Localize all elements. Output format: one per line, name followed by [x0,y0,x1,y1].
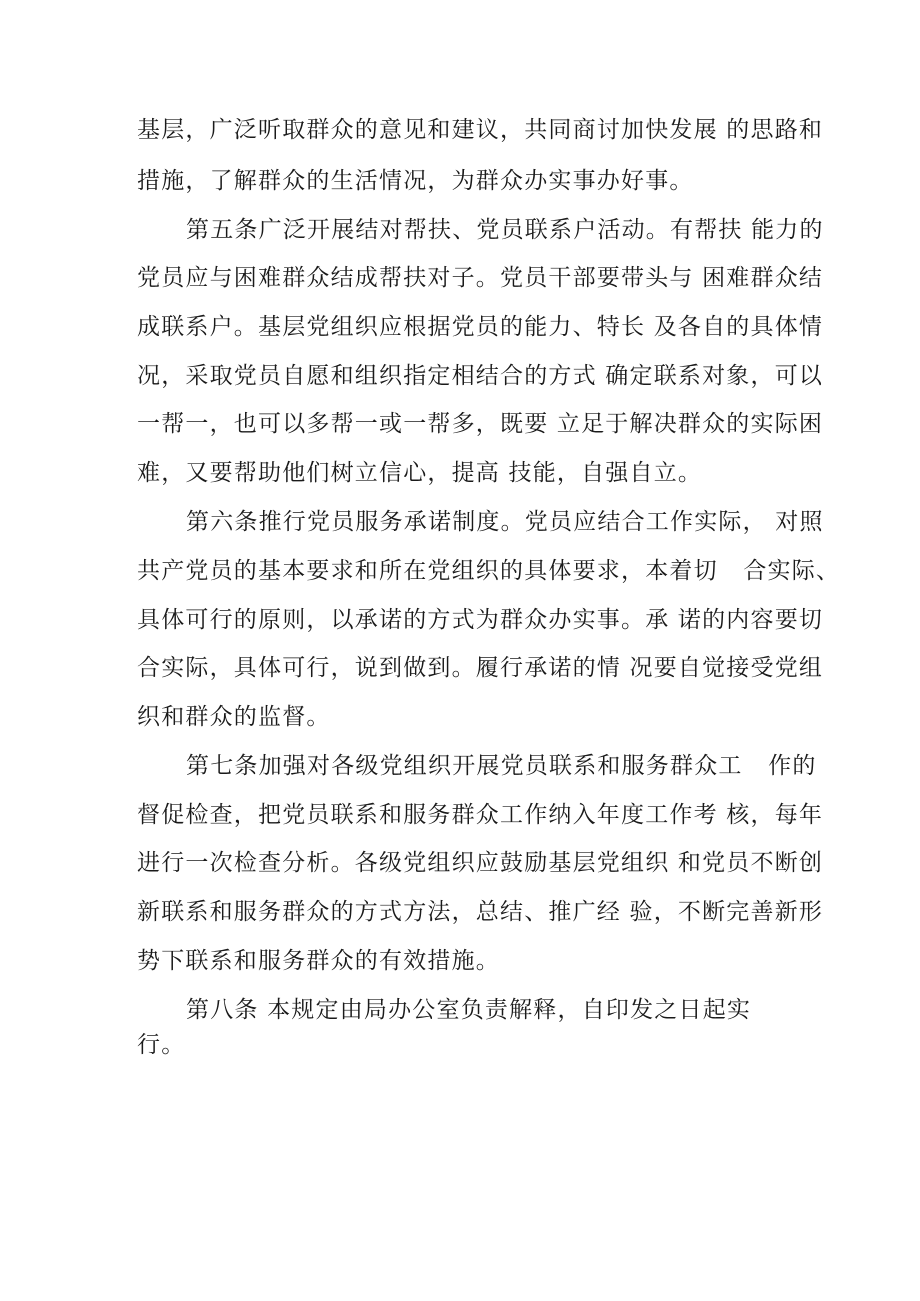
article-7-line: 进行一次检查分析。各级党组织应鼓励基层党组织 和党员不断创 [137,850,824,876]
article-8-line: 第八条 本规定由局办公室负责解释，自印发之日起实 [186,997,752,1023]
article-7-line: 第七条加强对各级党组织开展党员联系和服务群众工 作的 [186,753,817,779]
article-6-line: 共产党员的基本要求和所在党组织的具体要求，本着切 合实际、 [137,558,841,584]
article-6-line: 织和群众的监督。 [137,704,331,730]
article-5-line: 成联系户。基层党组织应根据党员的能力、特长 及各自的具体情 [137,314,824,340]
article-5-line: 一帮一，也可以多帮一或一帮多，既要 立足于解决群众的实际困 [137,411,824,437]
paragraph-line: 基层，广泛听取群众的意见和建议，共同商讨加快发展 的思路和 [137,117,824,143]
article-5-line: 党员应与困难群众结成帮扶对子。党员干部要带头与 困难群众结 [137,265,824,291]
article-8-line: 行。 [137,1032,186,1058]
article-7-line: 督促检查，把党员联系和服务群众工作纳入年度工作考 核，每年 [137,802,824,828]
article-6-line: 第六条推行党员服务承诺制度。党员应结合工作实际， 对照 [186,509,824,535]
article-6-line: 合实际，具体可行，说到做到。履行承诺的情 况要自觉接受党组 [137,655,824,681]
article-7-line: 新联系和服务群众的方式方法，总结、推广经 验，不断完善新形 [137,899,824,925]
article-5-line: 难，又要帮助他们树立信心，提高 技能，自强自立。 [137,460,703,486]
paragraph-line: 措施，了解群众的生活情况，为群众办实事办好事。 [137,168,694,194]
article-7-line: 势下联系和服务群众的有效措施。 [137,948,500,974]
article-5-line: 况，采取党员自愿和组织指定相结合的方式 确定联系对象，可以 [137,363,824,389]
article-6-line: 具体可行的原则，以承诺的方式为群众办实事。承 诺的内容要切 [137,607,824,633]
article-5-line: 第五条广泛开展结对帮扶、党员联系户活动。有帮扶 能力的 [186,217,824,243]
